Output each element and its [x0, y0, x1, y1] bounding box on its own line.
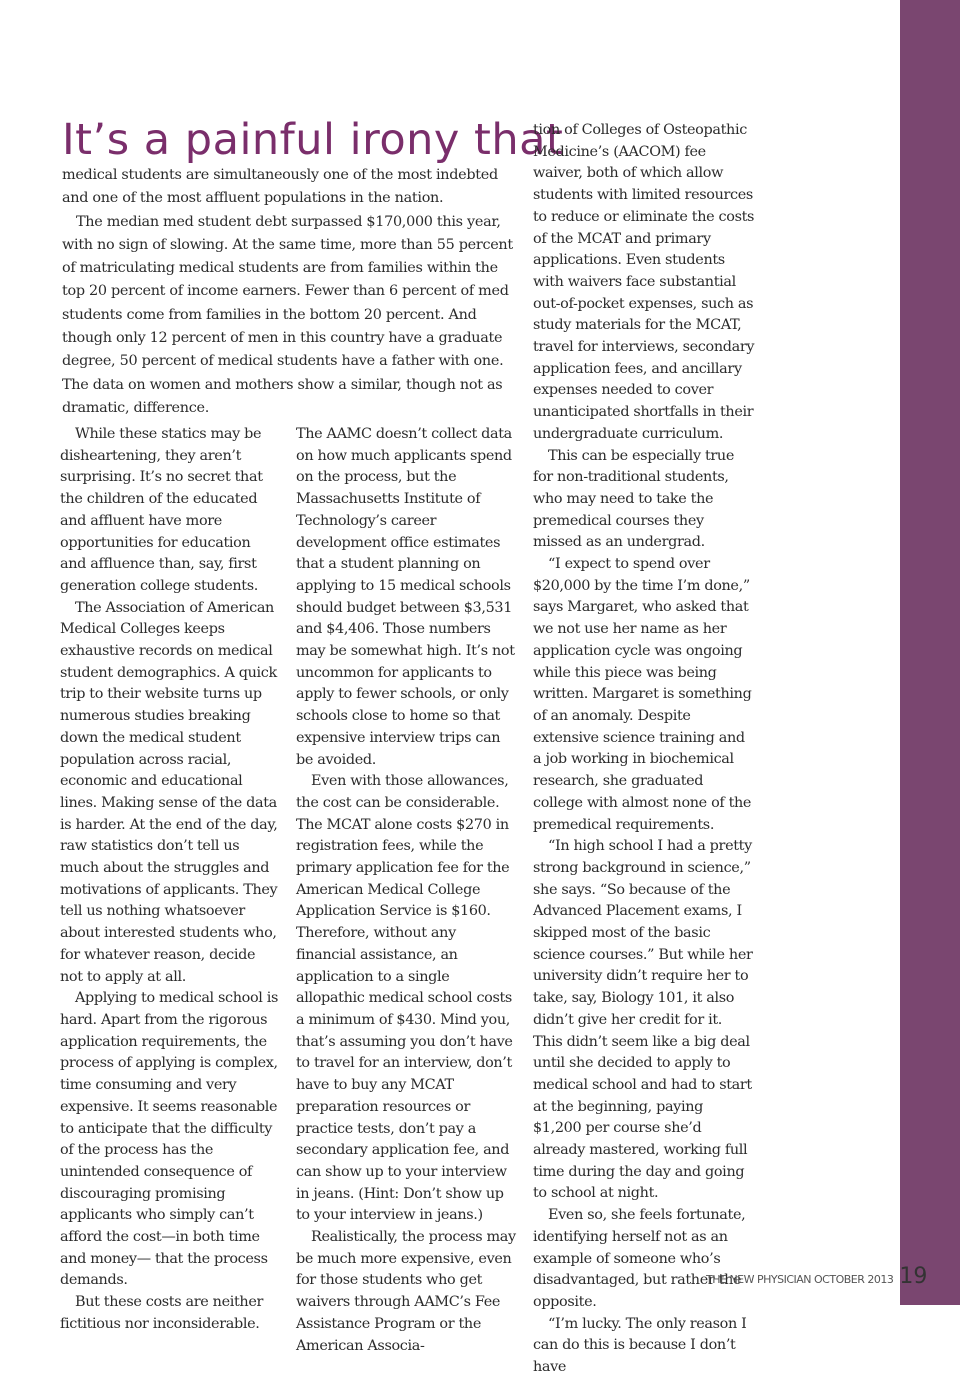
body-column-2 [296, 424, 518, 1357]
page-footer [706, 1262, 927, 1290]
intro-paragraph: The median med student debt surpassed $170,000 this year, with no sign of slowing. At the same time, more than 55 percent of matriculating medical students are from families within the top 20 percent of income earners. Fewer than 6 percent of med students come from families in the bottom 20 percent. And though only 12 percent of men in this country have a graduate degree, 50 percent of medical students have a father with one. The data on women and mothers show a similar, though not as dramatic, difference. [62, 213, 513, 416]
body-paragraph: This can be especially true for non-traditional students, who may need to take the premedical courses they missed as an undergrad. [533, 447, 734, 551]
body-paragraph: tion of Colleges of Osteopathic Medicine’s (AACOM) fee waiver, both of which allow students with limited resources to reduce or eliminate the costs of the MCAT and primary applications. Even students with waivers face substantial out-of-pocket expenses, such as study materials for the MCAT, travel for interviews, secondary application fees, and ancillary expenses needed to cover unanticipated shortfalls in their undergraduate curriculum. [533, 122, 755, 442]
body-paragraph: The Association of American Medical Colleges keeps exhaustive records on medical student demographics. A quick trip to their website turns up numerous studies breaking down the medical student population across racial, economic and educational lines. Making sense of the data is harder. At the end of the day, raw statistics don’t tell us much about the struggles and motivations of applicants. They tell us nothing whatsoever about interested students who, for whatever reason, decide not to apply at all. [60, 599, 278, 985]
body-paragraph: Even so, she feels fortunate, identifying herself not as an example of someone who’s disadvantaged, but rather the opposite. [533, 1207, 746, 1310]
body-paragraph: “I expect to spend over $20,000 by the time I’m done,” says Margaret, who asked that we not use her name as her application cycle was ongoing while this piece was being written. Margaret is something of an anomaly. Despite extensive science training and a job working in biochemical research, she graduated college with almost none of the premedical requirements. [533, 556, 752, 833]
decorative-side-band [900, 0, 960, 1305]
article-headline: It’s a painful irony that [62, 115, 564, 165]
body-paragraph: “I’m lucky. The only reason I can do this is because I don’t have [533, 1315, 747, 1376]
body-paragraph: But these costs are neither fictitious nor inconsiderable. [60, 1294, 264, 1332]
body-paragraph: Applying to medical school is hard. Apart from the rigorous application requirements, the process of applying is complex, time consuming and very expensive. It seems reasonable to anticipate that the difficulty of the process has the unintended consequence of discouraging promising applicants who simply can’t afford the cost—in both time and money— that the process demands. [60, 990, 279, 1289]
intro-paragraph: medical students are simultaneously one of the most indebted and one of the most affluent populations in the nation. [62, 167, 498, 207]
page-number: 19 [899, 1264, 928, 1289]
body-paragraph: Even with those allowances, the cost can be considerable. The MCAT alone costs $270 in registration fees, while the primary application fee for the American Medical College Application Service is $160. Therefore, without any financial assistance, an application to a single allopathic medical school costs a minimum of $430. Mind you, that’s assuming you don’t have to travel for an interview, don’t have to buy any MCAT preparation resources or practice tests, don’t pay a secondary application fee, and can show up to your interview in jeans. (Hint: Don’t show up to your interview in jeans.) [296, 773, 513, 1224]
body-column-1 [60, 424, 280, 1336]
body-paragraph: While these statics may be disheartening, they aren’t surprising. It’s no secret that the children of the educated and affluent have more opportunities for education and affluence than, say, first generation college students. [60, 426, 263, 594]
body-paragraph: “In high school I had a pretty strong background in science,” she says. “So because of the Advanced Placement exams, I skipped most of the basic science courses.” But while her university didn’t require her to take, say, Biology 101, it also didn’t give her credit for it. This didn’t seem like a big deal until she decided to apply to medical school and had to start at the beginning, paying $1,200 per course she’d already mastered, working full time during the day and going to school at night. [533, 838, 753, 1202]
magazine-issue-label: THE NEW PHYSICIAN OCTOBER 2013 [706, 1273, 894, 1286]
body-column-3 [533, 120, 755, 1379]
body-paragraph: The AAMC doesn’t collect data on how much applicants spend on the process, but the Massachusetts Institute of Technology’s career development office estimates that a student planning on applying to 15 medical schools should budget between $3,531 and $4,406. Those numbers may be somewhat high. It’s not uncommon for applicants to apply to fewer schools, or only schools close to home so that expensive interview trips can be avoided. [296, 426, 515, 768]
body-paragraph: Realistically, the process may be much more expensive, even for those students who get waivers through AAMC’s Fee Assistance Program or the American Associa- [296, 1229, 516, 1354]
article-intro [62, 164, 518, 420]
